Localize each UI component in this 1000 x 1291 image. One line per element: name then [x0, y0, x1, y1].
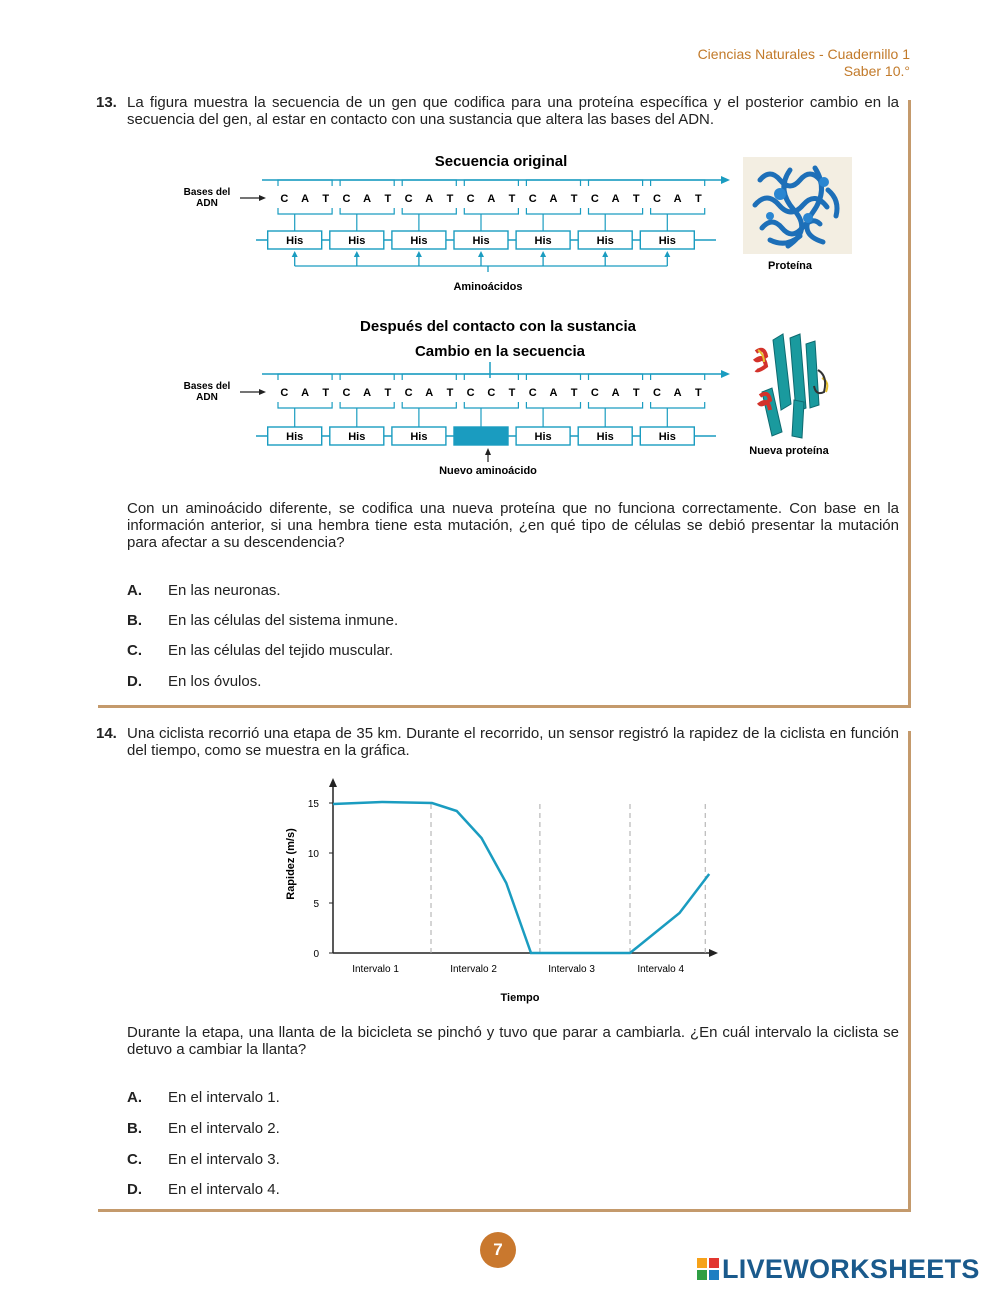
dna-base: A [425, 193, 434, 205]
dna-base: C [342, 193, 351, 205]
title-after: Después del contacto con la sustancia [360, 318, 636, 335]
codon-top-bracket [589, 180, 643, 186]
dna-sequence-figure [0, 0, 1000, 500]
dna-base: T [632, 387, 640, 399]
option-text: En las neuronas. [168, 582, 281, 599]
aminoacid-label: His [286, 235, 304, 247]
q13-option-a[interactable] [127, 582, 281, 599]
codon-top-bracket [651, 374, 705, 380]
codon-bottom-bracket [340, 402, 394, 408]
codon-top-bracket [402, 180, 456, 186]
label-pointer-arrowhead [259, 389, 266, 395]
codon-bottom-bracket [651, 208, 705, 214]
option-letter: D. [127, 673, 142, 690]
aminoacid-pointer-arrowhead [540, 251, 546, 257]
dna-base: C [342, 387, 351, 399]
bases-label-line2: ADN [196, 392, 218, 403]
codon-top-bracket [589, 374, 643, 380]
option-text: En las células del tejido muscular. [168, 642, 394, 659]
codon-top-bracket [526, 180, 580, 186]
dna-base: T [570, 193, 578, 205]
new-protein-image [748, 322, 834, 440]
aminoacid-label: His [596, 235, 614, 247]
aminoacid-pointer-arrowhead [292, 251, 298, 257]
interval-label: Intervalo 4 [637, 964, 685, 975]
y-tick-label: 15 [307, 799, 319, 810]
dna-strand-arrowhead [721, 370, 730, 378]
question-13-prompt: Con un aminoácido diferente, se codifica una nueva proteína que no funciona correctamente. Con base en la información anterior, si una hembra tiene esta mutación, ¿en qué tipo de células se debió presentar la mutación para afectar a su descendencia? [127, 500, 899, 551]
codon-bottom-bracket [651, 402, 705, 408]
codon-bottom-bracket [526, 208, 580, 214]
interval-labels [352, 964, 684, 975]
dna-base: T [632, 193, 640, 205]
dna-base: A [425, 387, 434, 399]
option-letter: C. [127, 642, 142, 659]
dna-base: T [322, 193, 330, 205]
y-ticks [308, 799, 333, 960]
dna-base: T [694, 387, 702, 399]
dna-base: C [528, 193, 537, 205]
option-letter: B. [127, 612, 142, 629]
aminoacid-label: His [534, 235, 552, 247]
bases-label [184, 187, 231, 209]
title-original: Secuencia original [434, 153, 568, 170]
dna-base: A [611, 387, 620, 399]
dna-base: C [528, 387, 537, 399]
codon-bottom-bracket [526, 402, 580, 408]
q14-option-a[interactable] [127, 1089, 280, 1106]
codon-bottom-bracket [589, 208, 643, 214]
dna-base: A [611, 193, 620, 205]
aminoacid-label: His [286, 431, 304, 443]
bases-label-line1: Bases del [183, 381, 231, 392]
codon-top-bracket [402, 374, 456, 380]
speed-series-line [333, 802, 709, 953]
dna-base: A [301, 193, 310, 205]
codon-bottom-bracket [278, 402, 332, 408]
dna-base: C [466, 193, 475, 205]
liveworksheets-logo[interactable] [697, 1254, 980, 1285]
codon-top-bracket [340, 374, 394, 380]
aminoacid-label: His [658, 431, 676, 443]
dna-base: T [322, 387, 330, 399]
option-text: En el intervalo 3. [168, 1151, 280, 1168]
q14-option-c[interactable] [127, 1151, 280, 1168]
option-letter: A. [127, 582, 142, 599]
question-14-number: 14. [96, 725, 117, 742]
dna-base: C [590, 193, 599, 205]
header-grade: Saber 10.° [843, 63, 910, 79]
codon-bottom-bracket [464, 402, 518, 408]
aminoacid-label: His [534, 431, 552, 443]
title-change: Cambio en la secuencia [414, 343, 586, 360]
dna-base: A [487, 193, 496, 205]
dna-base: A [549, 387, 558, 399]
dna-base: T [694, 193, 702, 205]
dna-base: C [466, 387, 475, 399]
option-text: En el intervalo 4. [168, 1181, 280, 1198]
dna-base: C [404, 193, 413, 205]
aminoacid-label: His [596, 431, 614, 443]
option-text: En las células del sistema inmune. [168, 612, 399, 629]
dna-base: T [384, 387, 392, 399]
x-axis-arrow [709, 949, 718, 957]
y-tick-label: 0 [313, 949, 319, 960]
question-13-text: La figura muestra la secuencia de un gen que codifica para una proteína específica y el posterior cambio en la secuencia del gen, al estar en contacto con una sustancia que altera las bases del ADN. [127, 94, 899, 128]
bases-label-line1: Bases del [183, 187, 231, 198]
dna-base: A [673, 193, 682, 205]
dna-base: T [570, 387, 578, 399]
dna-base: C [487, 387, 496, 399]
page-number: 7 [480, 1232, 516, 1268]
q14-option-d[interactable] [127, 1181, 280, 1198]
option-text: En los óvulos. [168, 673, 262, 690]
interval-label: Intervalo 2 [450, 964, 497, 975]
original-sequence-row [184, 176, 730, 272]
brand-text: LIVEWORKSHEETS [722, 1254, 980, 1284]
aminoacid-label: His [348, 431, 366, 443]
codon-bottom-bracket [402, 208, 456, 214]
dna-base: T [446, 193, 454, 205]
dna-base: T [446, 387, 454, 399]
dna-strand-arrowhead [721, 176, 730, 184]
q13-option-d[interactable] [127, 673, 261, 690]
dna-base: T [508, 387, 516, 399]
aminoacid-label: His [348, 235, 366, 247]
q13-option-c[interactable] [127, 642, 393, 659]
dna-base: A [549, 193, 558, 205]
dna-base: A [363, 387, 372, 399]
codon-top-bracket [278, 180, 332, 186]
y-tick-label: 5 [313, 899, 319, 910]
codon-top-bracket [526, 374, 580, 380]
aminoacid-pointer-arrowhead [354, 251, 360, 257]
aminoacid-pointer-arrowhead [602, 251, 608, 257]
codon-bottom-bracket [402, 402, 456, 408]
aminoacid-pointer-arrowhead [664, 251, 670, 257]
dna-base: T [508, 193, 516, 205]
option-text: En el intervalo 1. [168, 1089, 280, 1106]
dna-base: A [363, 193, 372, 205]
aminoacid-label: His [410, 431, 428, 443]
q13-option-b[interactable] [127, 612, 398, 629]
aminoacids-label: Aminoácidos [453, 281, 523, 293]
y-axis-label: Rapidez (m/s) [285, 828, 297, 900]
liveworksheets-icon [697, 1258, 719, 1280]
codon-top-bracket [464, 180, 518, 186]
label-pointer-arrowhead [259, 195, 266, 201]
codon-bottom-bracket [589, 402, 643, 408]
codon-top-bracket [651, 180, 705, 186]
new-aminoacid-label: Nuevo aminoácido [439, 465, 537, 477]
aminoacid-pointer-arrowhead [478, 251, 484, 257]
codon-top-bracket [340, 180, 394, 186]
interval-dividers [431, 800, 705, 953]
header-subject: Ciencias Naturales - Cuadernillo 1 [697, 46, 910, 62]
dna-base: C [280, 387, 289, 399]
option-text: En el intervalo 2. [168, 1120, 280, 1137]
codon-top-bracket [278, 374, 332, 380]
bases-label-line2: ADN [196, 198, 218, 209]
dna-base: A [673, 387, 682, 399]
speed-chart [0, 770, 1000, 1010]
aminoacid-label: His [472, 235, 490, 247]
question-14-text: Una ciclista recorrió una etapa de 35 km. Durante el recorrido, un sensor registró la rapidez de la ciclista en función del tiempo, como se muestra en la gráfica. [127, 725, 899, 759]
dna-base: C [404, 387, 413, 399]
dna-base: C [590, 387, 599, 399]
option-letter: B. [127, 1120, 142, 1137]
aminoacid-label: His [410, 235, 428, 247]
y-tick-label: 10 [307, 849, 319, 860]
aminoacid-label: His [658, 235, 676, 247]
protein-label: Proteína [767, 260, 813, 272]
dna-base: C [280, 193, 289, 205]
new-aminoacid-box [454, 427, 508, 445]
question-14-prompt: Durante la etapa, una llanta de la bicicleta se pinchó y tuvo que parar a cambiarla. ¿En cuál intervalo la ciclista se detuvo a cambiar la llanta? [127, 1024, 899, 1058]
option-letter: D. [127, 1181, 142, 1198]
protein-image [743, 157, 852, 254]
option-letter: A. [127, 1089, 142, 1106]
question-13-number: 13. [96, 94, 117, 111]
dna-base: C [652, 387, 661, 399]
dna-base: A [301, 387, 310, 399]
option-letter: C. [127, 1151, 142, 1168]
codon-bottom-bracket [340, 208, 394, 214]
x-axis-label: Tiempo [500, 992, 540, 1004]
codon-top-bracket [464, 374, 518, 380]
changed-sequence-row [184, 362, 730, 462]
new-aminoacid-pointer-arrowhead [485, 448, 491, 455]
interval-label: Intervalo 1 [352, 964, 399, 975]
interval-label: Intervalo 3 [548, 964, 595, 975]
y-axis-arrow [329, 778, 337, 787]
codon-bottom-bracket [278, 208, 332, 214]
aminoacid-pointer-arrowhead [416, 251, 422, 257]
dna-base: C [652, 193, 661, 205]
codon-bottom-bracket [464, 208, 518, 214]
q14-option-b[interactable] [127, 1120, 280, 1137]
dna-base: T [384, 193, 392, 205]
new-protein-label: Nueva proteína [749, 445, 829, 457]
bases-label [184, 381, 231, 403]
